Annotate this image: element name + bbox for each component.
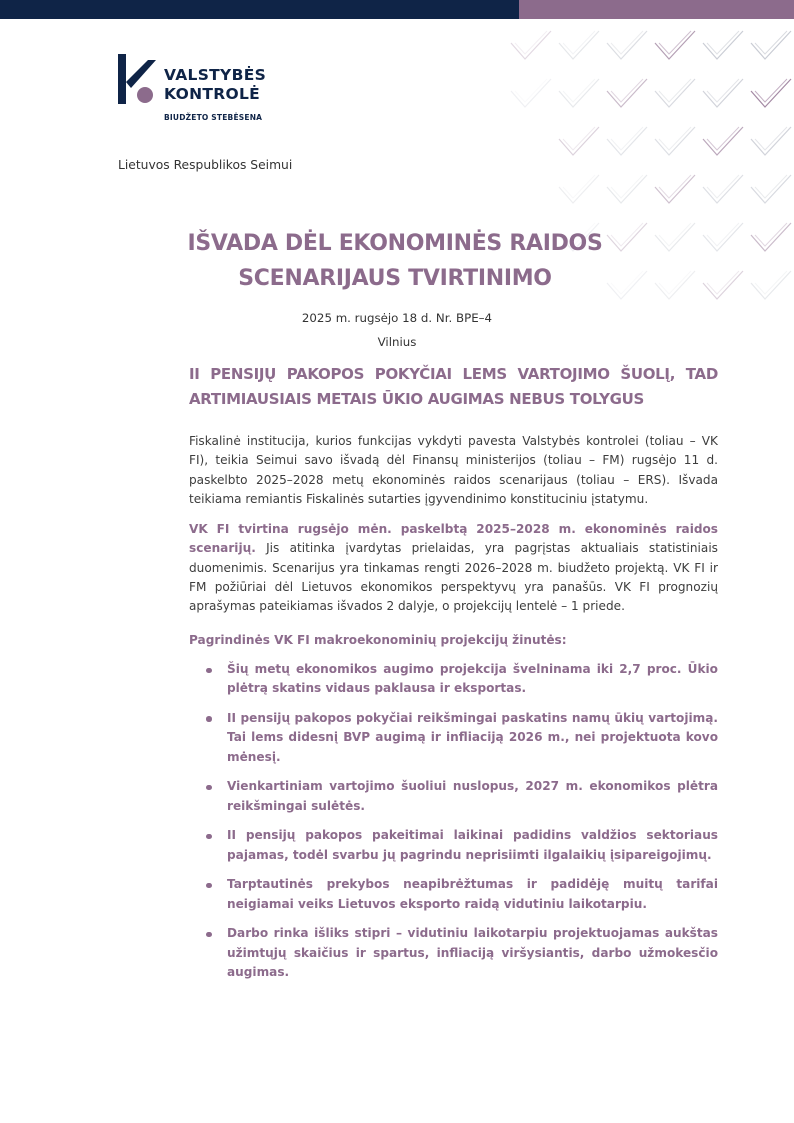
checkmark-icon: [515, 31, 547, 54]
list-item: Vienkartiniam vartojimo šuoliui nuslopus, 2027 m. ekonomikos plėtra reikšmingai sulėtės.: [189, 777, 718, 816]
bullet-icon: [206, 668, 212, 674]
key-messages-list: [189, 660, 718, 993]
checkmark-icon: [611, 79, 643, 102]
checkmark-icon: [563, 127, 595, 150]
checkmark-icon: [611, 127, 643, 150]
logo-line-1: VALSTYBĖS: [164, 66, 267, 84]
logo-mark-icon: [118, 54, 162, 110]
document-subtitle: II PENSIJŲ PAKOPOS POKYČIAI LEMS VARTOJIMO ŠUOLĮ, TAD ARTIMIAUSIAIS METAIS ŪKIO AUGIMAS NEBUS TOLYGUS: [189, 365, 718, 408]
checkmark-icon: [707, 271, 739, 294]
checkmark-icon: [707, 175, 739, 198]
key-messages-heading: Pagrindinės VK FI makroekonominių projekcijų žinutės:: [189, 633, 567, 647]
paragraph-intro: Fiskalinė institucija, kurios funkcijas vykdyti pavesta Valstybės kontrolei (toliau – VK FI), teikia Seimui savo išvadą dėl Finansų ministerijos (toliau – FM) rugsėjo 11 d. paskelbto 2025–2028 metų ekonominės raidos scenarijaus (toliau – ERS). Išvada teikiama remiantis Fiskalinės sutarties įgyvendinimo konstituciniu įstatymu.: [189, 434, 718, 506]
paragraph-conclusion: [189, 520, 718, 616]
logo-line-2: KONTROLĖ: [164, 85, 261, 103]
bullet-icon: [206, 834, 212, 840]
checkmark-icon: [755, 127, 787, 150]
logo-subtitle: BIUDŽETO STEBĖSENA: [164, 113, 263, 122]
paragraph-conclusion-highlight: VK FI tvirtina rugsėjo mėn. paskelbtą 2025–2028 m. ekonominės raidos scenarijų.: [189, 522, 718, 556]
checkmark-icon: [755, 175, 787, 198]
checkmark-icon: [659, 79, 691, 102]
list-item: II pensijų pakopos pokyčiai reikšmingai paskatins namų ūkių vartojimą. Tai lems didesnį BVP augimą ir infliaciją 2026 m., nei projektuota kovo mėnesį.: [189, 709, 718, 767]
document-title: [150, 226, 640, 296]
checkmark-icon: [611, 175, 643, 198]
checkmark-icon: [659, 271, 691, 294]
header-bar-navy: [0, 0, 519, 19]
checkmark-icon: [515, 79, 547, 102]
checkmark-icon: [707, 127, 739, 150]
bullet-icon: [206, 932, 212, 938]
title-line-2: SCENARIJAUS TVIRTINIMO: [238, 266, 552, 291]
checkmark-icon: [707, 79, 739, 102]
checkmark-icon: [659, 175, 691, 198]
checkmark-icon: [755, 271, 787, 294]
list-item: Šių metų ekonomikos augimo projekcija švelninama iki 2,7 proc. Ūkio plėtrą skatins vidaus paklausa ir eksportas.: [189, 660, 718, 699]
checkmark-icon: [611, 31, 643, 54]
document-date-number: 2025 m. rugsėjo 18 d. Nr. BPE–4: [301, 311, 493, 325]
checkmark-icon: [707, 31, 739, 54]
list-item: II pensijų pakopos pakeitimai laikinai padidins valdžios sektoriaus pajamas, todėl svarbu jų pagrindu neprisiimti ilgalaikių įsipareigojimų.: [189, 826, 718, 865]
bullet-icon: [206, 716, 212, 722]
bullet-icon: [206, 883, 212, 889]
checkmark-icon: [659, 31, 691, 54]
checkmark-icon: [563, 31, 595, 54]
checkmark-icon: [659, 127, 691, 150]
checkmark-icon: [659, 223, 691, 246]
list-item: Tarptautinės prekybos neapibrėžtumas ir padidėję muitų tarifai neigiamai veiks Lietuvos eksporto raidą vidutiniu laikotarpiu.: [189, 875, 718, 914]
checkmark-icon: [707, 223, 739, 246]
checkmark-icon: [755, 223, 787, 246]
title-line-1: IŠVADA DĖL EKONOMINĖS RAIDOS: [187, 231, 603, 256]
checkmark-icon: [563, 175, 595, 198]
bullet-icon: [206, 785, 212, 791]
document-city: Vilnius: [377, 335, 417, 349]
header-bar-mauve: [519, 0, 794, 19]
checkmark-icon: [755, 79, 787, 102]
logo: [118, 54, 278, 126]
checkmark-icon: [563, 79, 595, 102]
list-item: Darbo rinka išliks stipri – vidutiniu laikotarpiu projektuojamas aukštas užimtųjų skaičius ir spartus, infliaciją viršysiantis, darbo užmokesčio augimas.: [189, 924, 718, 982]
addressee: Lietuvos Respublikos Seimui: [118, 158, 293, 172]
paragraph-conclusion-text: Jis atitinka įvardytas prielaidas, yra pagrįstas aktualiais statistiniais duomenimis. Scenarijus yra tinkamas rengti 2026–2028 m. biudžeto projektą. VK FI ir FM požiūriai dėl Lietuvos ekonomikos perspektyvų yra panašūs. VK FI prognozių aprašymas pateikiamas išvados 2 dalyje, o projekcijų lentelė – 1 priede.: [189, 541, 718, 614]
checkmark-icon: [755, 31, 787, 54]
